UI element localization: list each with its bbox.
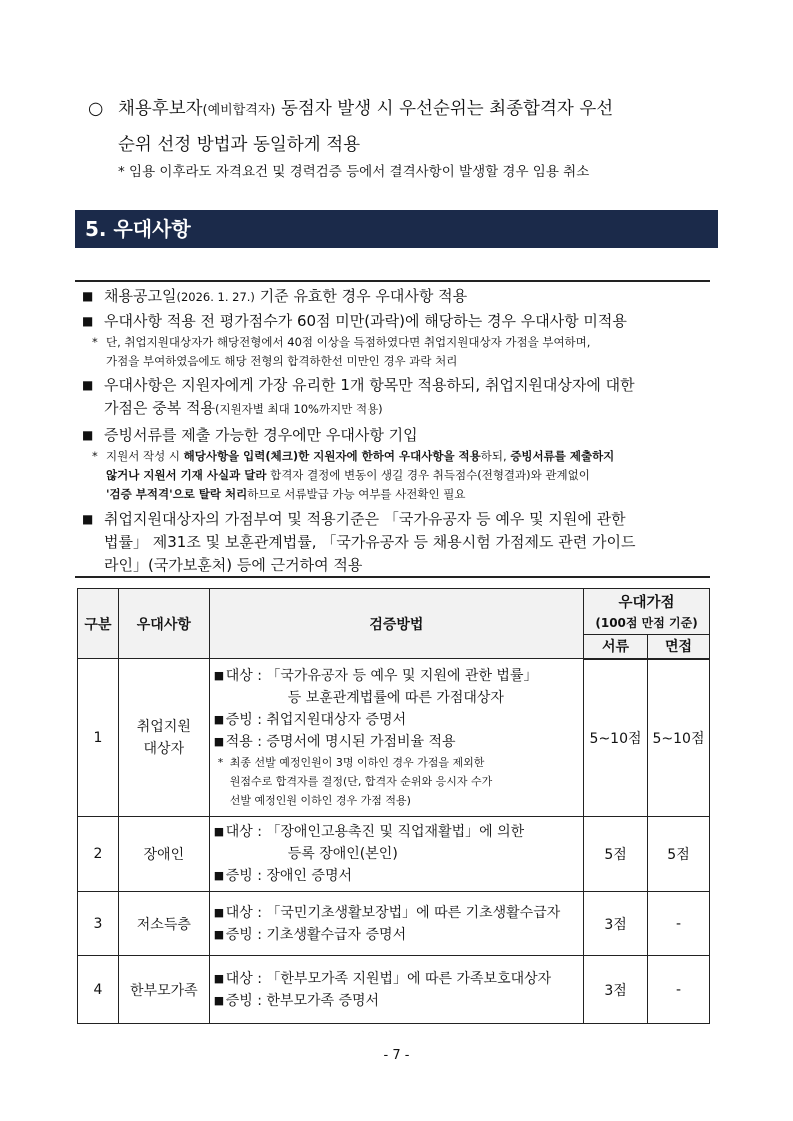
row1-note-l2: 원점수로 합격자를 결정(단, 합격자 순위와 응시자 수가 [229,775,493,788]
note4-bold3: 않거나 지원서 기재 사실과 달라 [106,468,267,482]
row3-m1: 대상 : 「국민기초생활보장법」에 따른 기초생활수급자 [225,904,561,921]
top-bullet-item [88,92,718,162]
row-item-name: 한부모가족 [118,956,209,1024]
row1-note-l1: 최종 선발 예정인원이 3명 이하인 경우 가점을 제외한 [229,756,485,769]
header-doc: 서류 [584,635,648,659]
square-bullet-icon: ■ [213,825,225,838]
square-bullet-icon: ■ [213,735,225,748]
square-bullet-icon: ■ [82,289,94,303]
preference-table [77,588,710,1024]
square-bullet-icon: ■ [213,993,225,1007]
item5-line3: 라인」(국가보훈처) 등에 근거하여 적용 [104,556,363,574]
row-item-name [118,659,209,817]
item1-a: 채용공고일 [104,287,177,305]
top-line1-small: (예비합격자) [202,103,276,118]
item5-line1: 취업지원대상자의 가점부여 및 적용기준은 「국가유공자 등 예우 및 지원에 관한 [104,510,626,528]
row-doc-points: 5~10점 [584,659,648,817]
row4-m1: 대상 : 「한부모가족 지원법」에 따른 가족보호대상자 [225,970,552,987]
item3-small: (지원자별 최대 10%까지만 적용) [214,402,383,416]
note: * 단, 취업지원대상자가 해당전형에서 40점 이상을 득점하였다면 취업지원대상자 가점을 부여하며, 가점을 부여하였음에도 해당 전형의 합격하한선 미만인 경우 과락 처리 [92,335,591,368]
item3-line1: 우대사항은 지원자에게 가장 유리한 1개 항목만 적용하되, 취업지원대상자에 대한 [104,376,635,394]
row-method [209,956,583,1024]
note4-c: 하되, [480,449,511,463]
header-method: 검증방법 [209,589,583,659]
note: * 지원서 작성 시 해당사항을 입력(체크)한 지원자에 한하여 우대사항을 적용하되, 증빙서류를 제출하지 않거나 지원서 기재 사실과 달라 합격자 결정에 변동이 생길 경우 취득점수(전형결과)와 관계없이 '검증 부적격'으로 탈락 처리하므로 서류발급 가능 여부를 사전확인 필요 [92,449,615,501]
header-interview: 면접 [648,635,710,659]
note4-a: 지원서 작성 시 [106,449,184,463]
table-row [78,659,710,817]
row1-name-l2: 대상자 [143,740,185,757]
row1-name-l1: 취업지원 [136,718,191,735]
item5-line2: 법률」 제31조 및 보훈관계법률, 「국가유공자 등 채용시험 가점제도 관련 가이드 [104,533,636,551]
row-interview-points: 5~10점 [648,659,710,817]
row-method: ■ 대상 : 「국가유공자 등 예우 및 지원에 관한 법률」 등 보훈관계법률에 따른 가점대상자 ■ 증빙 : 취업지원대상자 증명서 ■ 적용 : 증명서에 명시된 가점비율 적용 * 최종 선발 예정인원이 3명 이하인 경우 가점을 제외한 원점수로 합격자를 결정(단, 합격자 순위와 응시자 수가 선발 예정인원 이하인 경우 가점 적용) [209,659,583,817]
row2-m1a: 대상 : 「장애인고용촉진 및 직업재활법」에 의한 [225,824,525,840]
square-bullet-icon: ■ [213,927,225,941]
top-note: * 임용 이후라도 자격요건 및 경력검증 등에서 결격사항이 발생할 경우 임용 취소 [118,164,590,180]
row4-m2: 증빙 : 한부모가족 증명서 [225,992,380,1009]
row-number: 1 [78,659,119,817]
square-bullet-icon: ■ [82,428,94,442]
table-row [78,817,710,892]
row3-m2: 증빙 : 기초생활수급자 증명서 [225,926,407,943]
item1-b: 기준 유효한 경우 우대사항 적용 [254,287,468,305]
header-bonus-sub: (100점 만점 기준) [595,615,698,630]
row-item-name: 저소득층 [118,892,209,956]
row1-m3: 적용 : 증명서에 명시된 가점비율 적용 [225,734,456,750]
header-bonus [584,589,710,635]
top-line1-b: 동점자 발생 시 우선순위는 최종합격자 우선 [275,99,614,119]
box-top-rule [75,280,710,282]
page-number: - 7 - [383,1048,410,1063]
list-item [82,374,710,421]
list-item [82,424,710,447]
circle-bullet-icon: ○ [88,99,104,119]
row-number: 4 [78,956,119,1024]
top-line2: 순위 선정 방법과 동일하게 적용 [118,135,361,155]
square-bullet-icon: ■ [213,869,225,882]
note4-bold1: 해당사항을 입력(체크)한 지원자에 한하여 우대사항을 적용 [183,449,481,463]
list-item [82,310,710,333]
header-gubun: 구분 [78,589,119,659]
item4-text: 증빙서류를 제출 가능한 경우에만 우대사항 기입 [104,426,418,444]
square-bullet-icon: ■ [213,669,225,682]
square-bullet-icon: ■ [82,512,94,526]
square-bullet-icon: ■ [82,314,94,328]
note4-bold4: '검증 부적격'으로 탈락 처리 [106,487,248,501]
note2-line1: 단, 취업지원대상자가 해당전형에서 40점 이상을 득점하였다면 취업지원대상자 가점을 부여하며, [106,335,591,349]
box-bottom-rule [75,576,710,578]
row1-note-l3: 선발 예정인원 이하인 경우 가점 적용) [229,794,411,807]
square-bullet-icon: ■ [213,971,225,985]
row-doc-points: 5점 [584,817,648,892]
row-interview-points: 5점 [648,817,710,892]
row-doc-points: 3점 [584,892,648,956]
row-interview-points: - [648,956,710,1024]
item3-line2: 가점은 중복 적용 [104,399,215,417]
section-heading: 5. 우대사항 [75,210,718,248]
row1-m1b: 등 보훈관계법률에 따른 가점대상자 [287,690,504,706]
row-doc-points: 3점 [584,956,648,1024]
row-item-name: 장애인 [118,817,209,892]
header-item: 우대사항 [118,589,209,659]
row-method [209,892,583,956]
row-interview-points: - [648,892,710,956]
row2-m1b: 등록 장애인(본인) [287,846,398,862]
row1-m1a: 대상 : 「국가유공자 등 예우 및 지원에 관한 법률」 [225,668,538,684]
note4-e: 하므로 서류발급 가능 여부를 사전확인 필요 [247,487,466,501]
row-number: 2 [78,817,119,892]
note4-bold2: 증빙서류를 제출하지 [510,449,615,463]
square-bullet-icon: ■ [82,378,94,392]
item1-date: (2026. 1. 27.) [176,290,255,304]
note4-d: 합격자 결정에 변동이 생길 경우 취득점수(전형결과)와 관계없이 [266,468,590,482]
top-item-text [88,92,718,162]
item2-text: 우대사항 적용 전 평가점수가 60점 미만(과락)에 해당하는 경우 우대사항 미적용 [104,312,627,330]
row-number: 3 [78,892,119,956]
row1-m2: 증빙 : 취업지원대상자 증명서 [225,712,407,728]
list-item [82,285,710,309]
table-row [78,892,710,956]
header-bonus-label: 우대가점 [618,594,675,611]
table-row [78,956,710,1024]
square-bullet-icon: ■ [213,713,225,726]
square-bullet-icon: ■ [213,905,225,919]
list-item [82,508,710,577]
row-method [209,817,583,892]
note2-line2: 가점을 부여하였음에도 해당 전형의 합격하한선 미만인 경우 과락 처리 [106,354,458,368]
row2-m2: 증빙 : 장애인 증명서 [225,868,352,884]
top-line1-a: 채용후보자 [118,99,203,119]
